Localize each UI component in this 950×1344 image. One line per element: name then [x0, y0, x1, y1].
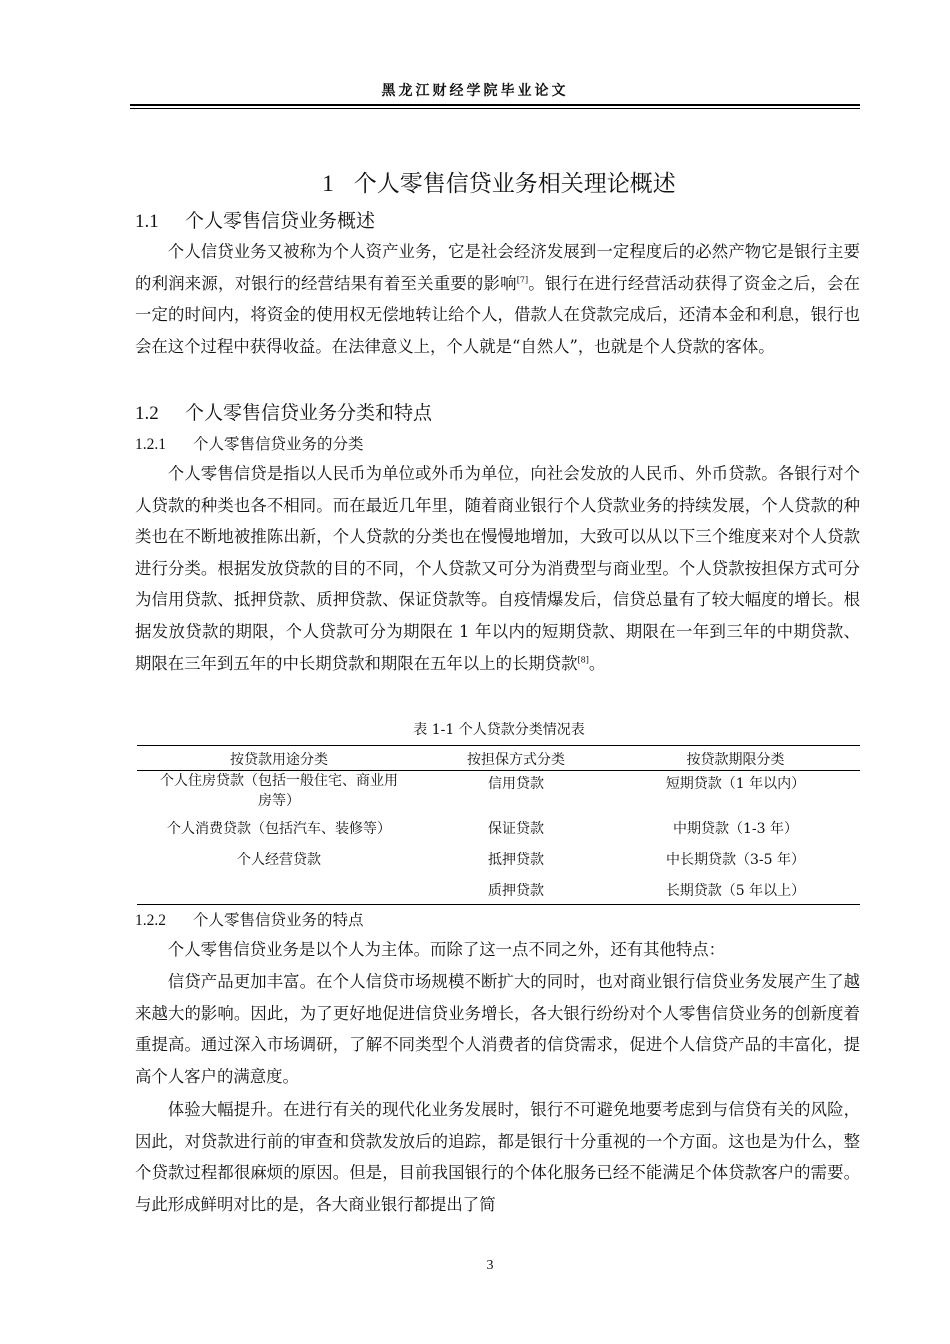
section-title: 个人零售信贷业务概述: [185, 210, 376, 232]
paragraph-text-end: 。: [588, 653, 606, 673]
subsection-heading-1-2-2: [135, 908, 364, 930]
paragraph-text: 个人零售信贷是指以人民币为单位或外币为单位，向社会发放的人民币、外币贷款。各银行对个人贷款的种类也各不相同。而在最近几年里，随着商业银行个人贷款业务的持续发展，个人贷款的种类也在不断地被推陈出新，个人贷款的分类也在慢慢地增加，大致可以从以下三个维度来对个人贷款进行分类。根据发放贷款的目的不同，个人贷款又可分为消费型与商业型。个人贷款按担保方式可分为信用贷款、抵押贷款、质押贷款、保证贷款等。自疫情爆发后，信贷总量有了较大幅度的增长。根据发放贷款的期限，个人贷款可分为期限在 1 年以内的短期贷款、期限在一年到三年的中期贷款、期限在三年到五年的中长期贷款和期限在五年以上的长期贷款: [135, 464, 860, 673]
section-heading-1-1: [135, 206, 375, 233]
table-caption: 表 1-1 个人贷款分类情况表: [413, 722, 585, 738]
header-rule: [130, 104, 860, 106]
citation-ref: [7]: [516, 275, 529, 285]
table-row: [137, 811, 860, 842]
chapter-title: 个人零售信贷业务相关理论概述: [353, 171, 676, 197]
table-cell: 信用贷款: [488, 776, 544, 792]
header-rule-thin: [130, 108, 860, 109]
table-cell: [137, 873, 421, 905]
subsection-title: 个人零售信贷业务的分类: [193, 435, 364, 453]
paragraph-text: 个人信贷业务又被称为个人资产业务，它是社会经济发展到一定程度后的必然产物它是银行主要的利润来源，对银行的经营结果有着至关重要的影响: [135, 242, 860, 293]
table-row: [137, 873, 860, 905]
chapter-heading: [0, 165, 950, 198]
paragraph-1-2-2-intro: 个人零售信贷业务是以个人为主体。而除了这一点不同之外，还有其他特点：: [167, 940, 726, 959]
table-cell: 保证贷款: [488, 821, 544, 837]
paragraph-1-2-2-products: 信贷产品更加丰富。在个人信贷市场规模不断扩大的同时，也对商业银行信贷业务发展产生了越来越大的影响。因此，为了更好地促进信贷业务增长，各大银行纷纷对个人零售信贷业务的创新度着重提高。通过深入市场调研，了解不同类型个人消费者的信贷需求，促进个人信贷产品的丰富化，提高个人客户的满意度。: [135, 972, 860, 1086]
running-header: 黑龙江财经学院毕业论文: [381, 83, 569, 99]
chapter-number: 1: [322, 171, 334, 196]
table-row: [137, 842, 860, 873]
citation-ref: [8]: [577, 655, 589, 665]
table-header-row: [137, 746, 860, 771]
section-heading-1-2: [135, 398, 432, 425]
table-header-cell: 按担保方式分类: [421, 746, 611, 771]
section-title: 个人零售信贷业务分类和特点: [185, 402, 433, 424]
table-cell: 个人消费贷款（包括汽车、装修等）: [167, 821, 391, 837]
subsection-number: 1.2.2: [135, 912, 166, 929]
table-header-cell: 按贷款期限分类: [611, 746, 860, 771]
table-cell: 短期贷款（1 年以内）: [665, 776, 806, 792]
section-number: 1.2: [135, 403, 159, 424]
page-number: 3: [486, 1258, 494, 1273]
table-header-cell: 按贷款用途分类: [137, 746, 421, 771]
table-cell: 中期贷款（1-3 年）: [673, 821, 798, 837]
table-cell: 质押贷款: [421, 873, 611, 905]
paragraph-1-2-1: [135, 458, 860, 679]
table-cell: 个人住房贷款（包括一般住宅、商业用房等）: [160, 773, 398, 809]
paragraph-text-cont: 。银行在进行经营活动获得了资金之后，会在一定的时间内，将资金的使用权无偿地转让给个人，借款人在贷款完成后，还清本金和利息，银行也会在这个过程中获得收益。在法律意义上，个人就是“自然人”，也就是个人贷款的客体。: [135, 273, 861, 356]
table-row: [137, 771, 860, 812]
subsection-title: 个人零售信贷业务的特点: [193, 911, 364, 929]
section-number: 1.1: [135, 211, 159, 232]
loan-classification-table: [137, 745, 860, 905]
subsection-heading-1-2-1: [135, 432, 364, 454]
table-cell: 抵押贷款: [488, 852, 544, 868]
paragraph-1-2-2-experience: 体验大幅提升。在进行有关的现代化业务发展时，银行不可避免地要考虑到与信贷有关的风险，因此，对贷款进行前的审查和贷款发放后的追踪，都是银行十分重视的一个方面。这也是为什么，整个贷款过程都很麻烦的原因。但是，目前我国银行的个体化服务已经不能满足个体贷款客户的需要。与此形成鲜明对比的是，各大商业银行都提出了简: [135, 1100, 860, 1214]
table-cell: 长期贷款（5 年以上）: [611, 873, 860, 905]
table-cell: 个人经营贷款: [237, 852, 321, 868]
table-cell: 中长期贷款（3-5 年）: [666, 852, 805, 868]
subsection-number: 1.2.1: [135, 436, 166, 453]
paragraph-1-1: [135, 236, 860, 362]
